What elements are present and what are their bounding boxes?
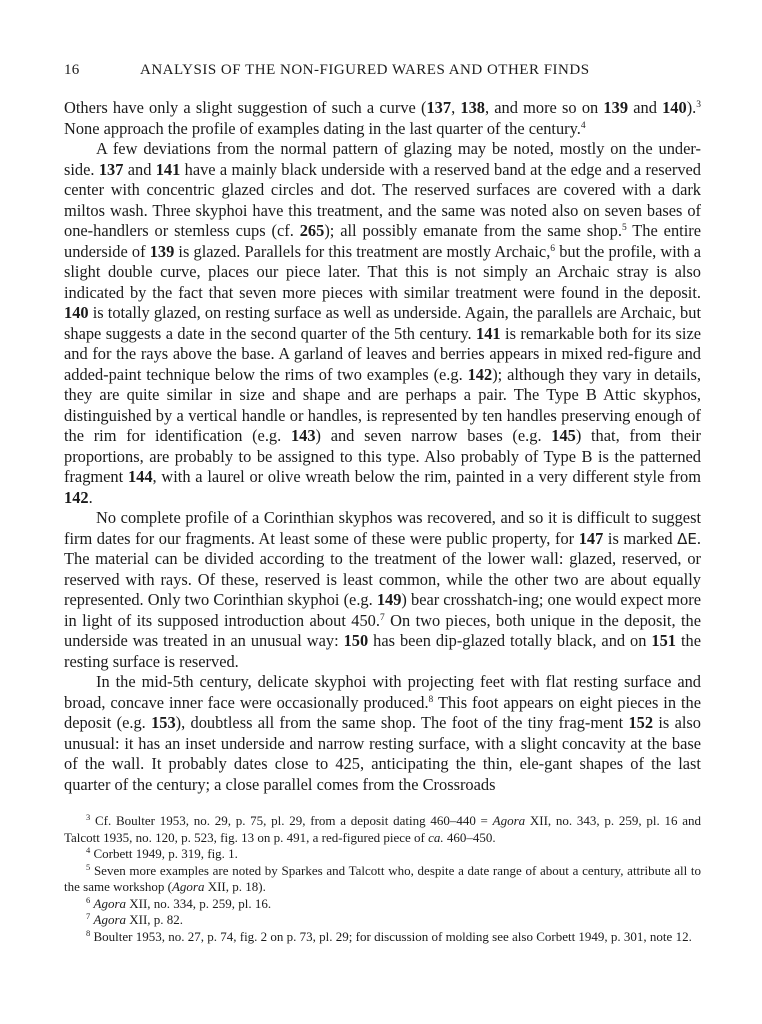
text-run: In the mid-5th century, delicate skyphoi with projecting feet with flat resting surface and broad, concave inner face were occasionally produced. [64,672,701,712]
catalogue-ref: 140 [64,303,89,322]
text-run: ) that, from their proportions, are probably to be assigned to this type. Also probably of Type B is the patterned fragment [64,426,701,486]
footnote-7 [64,912,701,929]
text-run: has been dip-glazed totally black, and on [368,631,652,650]
text-run: is marked [603,528,678,548]
footnotes [64,813,701,945]
catalogue-ref: 265 [299,221,325,240]
footnote-ref: 4 [580,120,586,131]
text-run: ), doubtless all from the same shop. The foot of the tiny frag-ment [175,713,629,732]
running-title: ANALYSIS OF THE NON-FIGURED WARES AND OTHER FINDS [140,62,590,78]
footnote-number: 4 [86,845,91,855]
text-run: 460–450. [443,829,496,845]
footnote-number: 3 [86,812,91,822]
text-run: is remarkable both for its size and for the rays above the base. A garland of leaves and berries appears in mixed red-figure and added-paint technique below the rims of two examples (e.g. [64,323,702,384]
footnote-5 [64,863,701,896]
catalogue-ref: 150 [343,631,369,650]
footnote-8 [64,929,701,946]
catalogue-ref: 152 [628,713,654,732]
text-run: No complete profile of a Corinthian skyphos was recovered, and so it is difficult to suggest firm dates for our fragments. At least some of these were public property, for [64,508,701,548]
text-run: have a mainly black underside with a reserved band at the edge and a reserved center with concentric glazed circles and dot. The reserved surfaces are covered with a dark miltos wash. Three skyphoi have this treatment, and the same was noted also on seven bases of one-handlers or stemless cups (cf. [64,159,701,240]
text-run: Seven more examples are noted by Sparkes and Talcott who, despite a date range of about a century, attribute all to the same workshop ( [64,862,701,894]
text-run: . The material can be divided according to the treatment of the lower wall: glazed, reserved, or reserved with rays. Of these, reserved is least common, while the other two are about equally represented. Only two Corinthian skyphoi (e.g. [64,528,702,609]
text-run: Boulter 1953, no. 27, p. 74, fig. 2 on p. 73, pl. 29; for discussion of molding see also Corbett 1949, p. 301, note 12. [90,928,692,944]
text-run: XII, p. 82. [126,912,184,927]
text-run: and [628,98,663,117]
text-run: the resting surface is reserved. [64,631,701,671]
paragraph-4 [64,672,701,795]
paragraph-2 [64,139,701,508]
catalogue-ref: 149 [376,590,402,609]
text-run: The entire underside of [64,221,701,261]
text-run: None approach the profile of examples dating in the last quarter of the century. [64,118,581,138]
text-run: XII, no. 343, p. 259, pl. 16 and Talcott 1935, no. 120, p. 523, fig. 13 on p. 491, a red-figured piece of [64,813,701,845]
text-run: ) and seven narrow bases (e.g. [315,426,552,445]
italic-run: Agora [171,879,205,894]
footnote-3 [64,813,701,846]
text-run: This foot appears on eight pieces in the deposit (e.g. [64,692,701,732]
text-run: is totally glazed, on resting surface as well as underside. Again, the parallels are Archaic, but shape suggests a date in the second quarter of the 5th century. [64,303,701,343]
footnote-ref: 8 [428,694,434,705]
catalogue-ref: 139 [149,241,175,261]
italic-run: Agora [492,813,526,828]
italic-run: Agora [93,895,126,911]
catalogue-ref: 137 [98,159,124,179]
text-run: and [123,159,156,179]
footnote-6 [64,896,701,913]
catalogue-ref: 144 [127,467,153,486]
text-run: A few deviations from the normal pattern of glazing may be noted, mostly on the under-side. [64,139,701,179]
footnote-number: 5 [86,861,91,872]
demosion-mark: ΔΕ [677,529,697,548]
catalogue-ref: 143 [290,426,316,445]
footnote-4 [64,846,701,863]
page-number: 16 [64,62,80,78]
footnote-number: 7 [86,911,91,921]
footnote-number: 6 [86,894,91,905]
text-run: ); all possibly emanate from the same shop. [324,221,622,240]
text-run: XII, no. 334, p. 259, pl. 16. [126,895,272,911]
catalogue-ref: 142 [467,364,493,384]
catalogue-ref: 137 [426,98,452,117]
footnote-ref: 6 [550,243,556,254]
italic-run: ca. [428,829,444,845]
text-run: ); although they vary in details, they are quite similar in size and shape and are perhaps a pair. The Type B Attic skyphos, distinguished by a vertical handle or handles, is represented by ten handles preserving enough of the rim for identification (e.g. [64,364,701,445]
catalogue-ref: 142 [64,487,89,507]
italic-run: Agora [93,912,126,927]
catalogue-ref: 151 [651,631,676,650]
running-header [64,62,698,84]
text-run: , with a laurel or olive wreath below the rim, painted in a very different style from [152,467,701,486]
text-run: , and more so on [484,98,604,117]
catalogue-ref: 138 [460,98,485,117]
footnote-ref: 7 [379,612,385,623]
text-run: Cf. Boulter 1953, no. 29, p. 75, pl. 29, from a deposit dating 460–440 = [90,813,493,828]
text-run: Others have only a slight suggestion of such a curve ( [64,98,427,117]
text-run: ). [686,98,697,117]
paragraph-1 [64,98,701,139]
text-run: but the profile, with a slight double curve, places our piece later. That this is not simply an Archaic stray is also indicated by the fact that seven more pieces with similar treatment were found in the deposit. [64,241,701,302]
footnote-ref: 3 [696,100,701,110]
text-run: XII, p. 18). [204,879,266,894]
text-run: On two pieces, both unique in the deposit, the underside was treated in an unusual way: [64,610,701,650]
body-text [64,98,701,795]
footnote-ref: 5 [621,223,627,233]
text-run: is glazed. Parallels for this treatment are mostly Archaic, [174,241,551,261]
catalogue-ref: 147 [578,528,604,548]
text-run: , [451,98,461,117]
text-run: Corbett 1949, p. 319, fig. 1. [90,846,238,861]
text-run: is also unusual: it has an inset underside and narrow resting surface, with a slight concavity at the base of the wall. It probably dates close to 425, anticipating the thin, ele-gant shapes of the last quarter of the century; a close parallel comes from the Crossroads [64,713,702,794]
catalogue-ref: 141 [155,159,181,179]
catalogue-ref: 153 [151,713,176,732]
catalogue-ref: 145 [551,426,576,445]
footnote-number: 8 [86,927,91,938]
catalogue-ref: 139 [603,98,629,117]
text-run: . [88,487,93,507]
paragraph-3 [64,508,701,672]
catalogue-ref: 140 [662,98,687,117]
catalogue-ref: 141 [476,323,501,343]
text-run: ) bear crosshatch-ing; one would expect more in light of its supposed introduction about 450. [64,590,701,630]
